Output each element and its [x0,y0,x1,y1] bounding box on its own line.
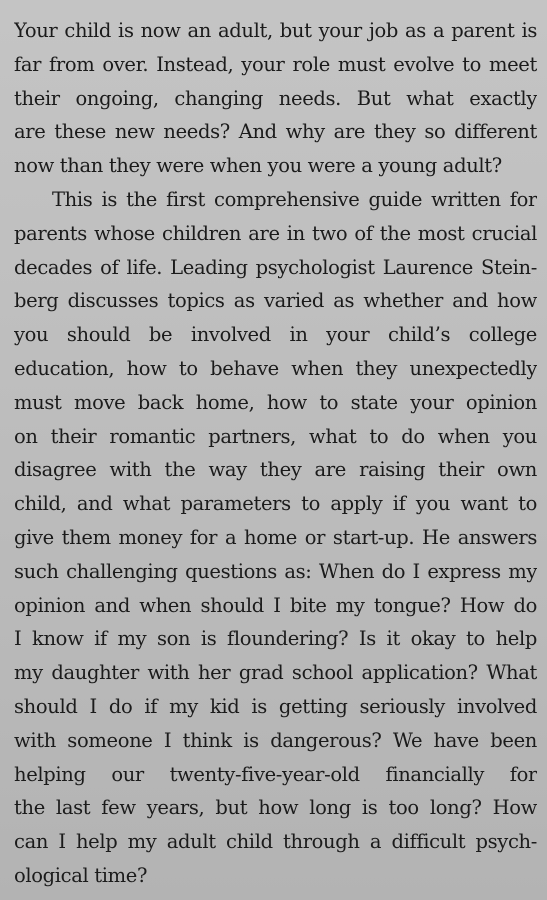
text-line: the last few years, but how long is too long? How [14,796,537,820]
text-line: must move back home, how to state your opinion [14,390,537,414]
text-line: can I help my adult child through a difficult psych- [14,830,537,854]
text-line: education, how to behave when they unexpectedly [14,356,537,380]
text-line: decades of life. Leading psychologist Laurence Stein- [14,255,537,279]
blurb-text [14,14,537,893]
text-line: disagree with the way they are raising their own [14,458,537,482]
text-line: you should be involved in your child’s college [14,323,537,347]
text-line: berg discusses topics as varied as whether and how [14,289,537,313]
text-line: their ongoing, changing needs. But what exactly [14,86,537,110]
text-line: child, and what parameters to apply if you want to [14,492,537,516]
text-line: I know if my son is floundering? Is it okay to help [14,627,537,651]
text-line: opinion and when should I bite my tongue? How do [14,593,537,617]
text-line: far from over. Instead, your role must evolve to meet [14,52,537,76]
text-line: my daughter with her grad school application? What [14,661,537,685]
text-line: ological time? [14,863,148,887]
text-line: on their romantic partners, what to do when you [14,424,537,448]
text-line: such challenging questions as: When do I express my [14,559,537,583]
text-line: This is the first comprehensive guide written for [52,187,537,211]
text-line: now than they were when you were a young adult? [14,154,502,178]
text-line: should I do if my kid is getting seriously involved [14,694,537,718]
text-line: are these new needs? And why are they so different [14,120,537,144]
paragraph-1 [14,14,537,183]
paragraph-2 [14,183,537,893]
text-line: give them money for a home or start-up. He answers [14,525,537,549]
text-line: helping our twenty-five-year-old financially for [14,762,537,786]
text-line: parents whose children are in two of the most crucial [14,221,537,245]
text-line: with someone I think is dangerous? We have been [14,728,537,752]
text-line: Your child is now an adult, but your job as a parent is [14,19,537,42]
